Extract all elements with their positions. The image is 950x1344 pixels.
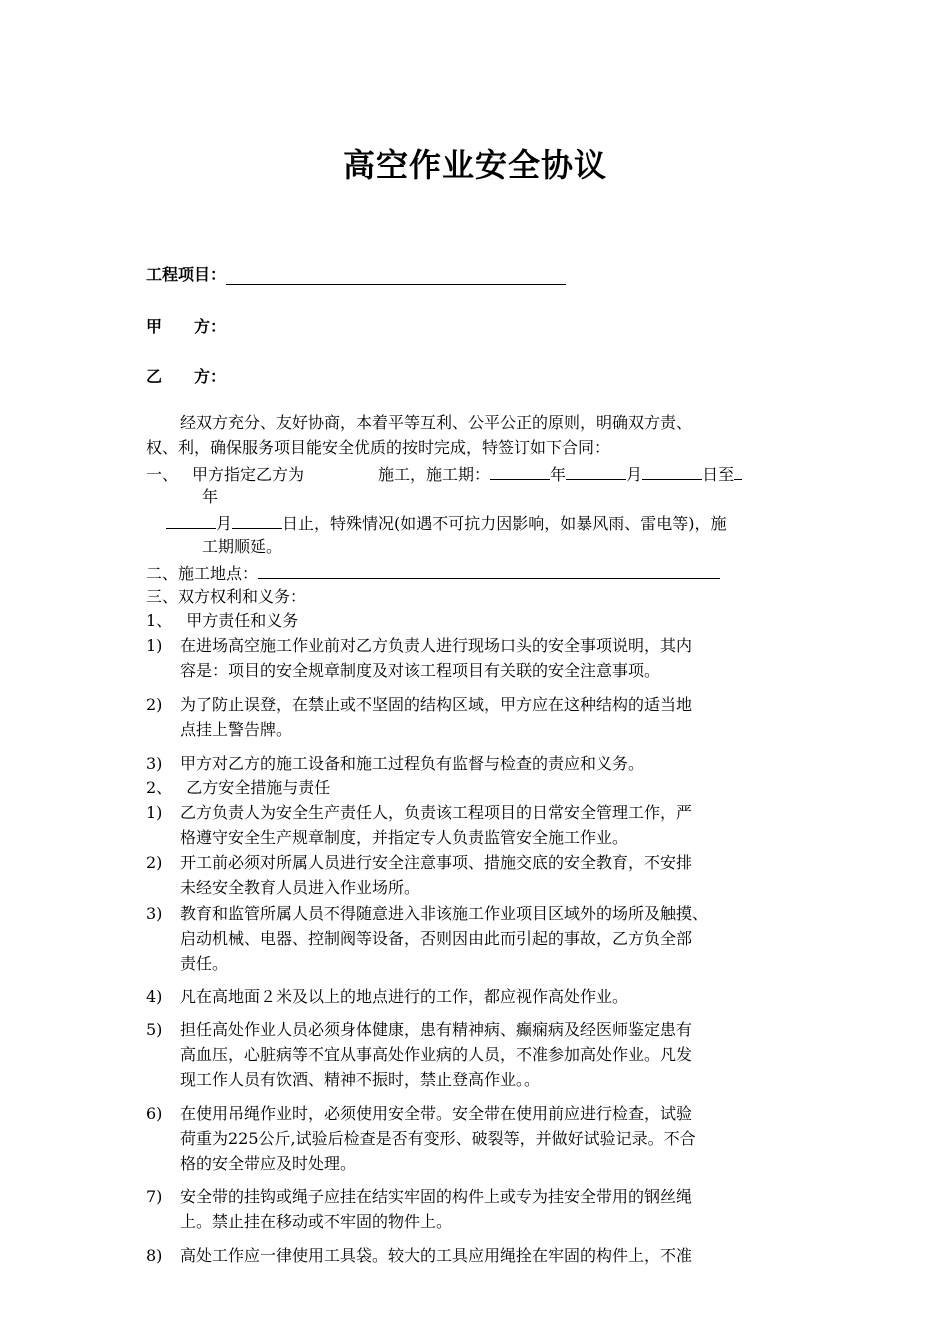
- item-text: 甲方对乙方的施工设备和施工过程负有监督与检查的责应和义务。: [180, 754, 645, 773]
- section1-line-3: 工期顺延。: [202, 537, 283, 556]
- end-year-blank[interactable]: [734, 462, 742, 480]
- start-year-blank[interactable]: [490, 462, 550, 480]
- item-text: 上。禁止挂在移动或不牢固的物件上。: [180, 1212, 453, 1231]
- section1-month: 月: [626, 465, 643, 484]
- part-a-num: 1、: [146, 611, 173, 630]
- item-number: 8): [146, 1246, 163, 1265]
- section1-year: 年: [550, 465, 567, 484]
- item-text: 格遵守安全生产规章制度，并指定专人负责监管安全施工作业。: [180, 828, 629, 847]
- item-number: 1): [146, 636, 163, 655]
- item-number: 3): [146, 904, 163, 923]
- item-text: 点挂上警告牌。: [180, 720, 293, 739]
- end-month-blank[interactable]: [166, 511, 216, 529]
- item-number: 4): [146, 987, 163, 1006]
- section2-line: [146, 561, 720, 585]
- item-text: 开工前必须对所属人员进行安全注意事项、措施交底的安全教育，不安排: [180, 853, 693, 872]
- section1-text-b: 施工，施工期：: [378, 465, 491, 484]
- section1-line-1: [146, 462, 742, 486]
- intro-line-2: 权、利，确保服务项目能安全优质的按时完成，特签订如下合同：: [146, 438, 611, 457]
- item-text: 启动机械、电器、控制阀等设备，否则因由此而引起的事故，乙方负全部: [180, 929, 693, 948]
- item-number: 7): [146, 1187, 163, 1206]
- part-a-heading: [146, 610, 298, 632]
- section1-text-a: 甲方指定乙方为: [192, 465, 305, 484]
- item-number: 2): [146, 695, 163, 714]
- item-text: 为了防止误登，在禁止或不坚固的结构区域，甲方应在这种结构的适当地: [180, 695, 693, 714]
- item-text: 责任。: [180, 954, 229, 973]
- item-text: 高血压，心脏病等不宜从事高处作业病的人员，不准参加高处作业。凡发: [180, 1045, 693, 1064]
- item-text: 凡在高地面２米及以上的地点进行的工作，都应视作高处作业。: [180, 987, 629, 1006]
- project-blank[interactable]: [226, 266, 566, 285]
- section1-line-2: [166, 511, 727, 535]
- item-number: 6): [146, 1104, 163, 1123]
- part-a-heading-text: 甲方责任和义务: [186, 611, 299, 630]
- item-text: 现工作人员有饮酒、精神不振时，禁止登高作业。。: [180, 1070, 541, 1089]
- part-b-heading-text: 乙方安全措施与责任: [186, 778, 331, 797]
- item-number: 3): [146, 754, 163, 773]
- party-a-field: [146, 314, 226, 337]
- item-text: 在使用吊绳作业时，必须使用安全带。安全带在使用前应进行检查，试验: [180, 1104, 693, 1123]
- party-a-label: 甲 方：: [146, 317, 227, 336]
- part-b-heading: [146, 777, 330, 799]
- item-number: 2): [146, 853, 163, 872]
- end-day-blank[interactable]: [232, 511, 282, 529]
- item-text: 高处工作应一律使用工具袋。较大的工具应用绳拴在牢固的构件上，不准: [180, 1246, 693, 1265]
- item-text: 容是：项目的安全规章制度及对该工程项目有关联的安全注意事项。: [180, 661, 661, 680]
- item-text: 荷重为225公斤,试验后检查是否有变形、破裂等，并做好试验记录。不合: [180, 1129, 696, 1148]
- item-text: 乙方负责人为安全生产责任人，负责该工程项目的日常安全管理工作，严: [180, 803, 693, 822]
- section3-line: 三、双方权利和义务：: [146, 587, 307, 606]
- intro-line-1: 经双方充分、友好协商，本着平等互利、公平公正的原则，明确双方责、: [180, 413, 693, 432]
- project-field: [146, 262, 566, 285]
- item-text: 安全带的挂钩或绳子应挂在结实牢固的构件上或专为挂安全带用的钢丝绳: [180, 1187, 693, 1206]
- item-number: 1): [146, 803, 163, 822]
- document-title: 高空作业安全协议: [342, 146, 607, 184]
- item-number: 5): [146, 1020, 163, 1039]
- item-text: 教育和监管所属人员不得随意进入非该施工作业项目区域外的场所及触摸、: [180, 904, 709, 923]
- start-day-blank[interactable]: [642, 462, 702, 480]
- party-b-label: 乙 方：: [146, 367, 227, 386]
- section1-month2: 月: [216, 514, 233, 533]
- location-blank[interactable]: [258, 561, 720, 579]
- section1-year2: 年: [202, 487, 219, 506]
- start-month-blank[interactable]: [566, 462, 626, 480]
- item-text: 未经安全教育人员进入作业场所。: [180, 878, 421, 897]
- item-text: 担任高处作业人员必须身体健康，患有精神病、癫痫病及经医师鉴定患有: [180, 1020, 693, 1039]
- section1-day-to: 日至: [702, 465, 735, 484]
- section1-lead: 一、: [146, 465, 179, 484]
- project-label: 工程项目：: [146, 265, 227, 284]
- item-text: 在进场高空施工作业前对乙方负责人进行现场口头的安全事项说明，其内: [180, 636, 693, 655]
- item-text: 格的安全带应及时处理。: [180, 1154, 357, 1173]
- part-b-num: 2、: [146, 778, 173, 797]
- section1-line2-rest: 日止，特殊情况(如遇不可抗力因影响，如暴风雨、雷电等)，施: [282, 514, 727, 533]
- section2-text: 二、施工地点：: [146, 564, 259, 583]
- party-b-field: [146, 364, 226, 387]
